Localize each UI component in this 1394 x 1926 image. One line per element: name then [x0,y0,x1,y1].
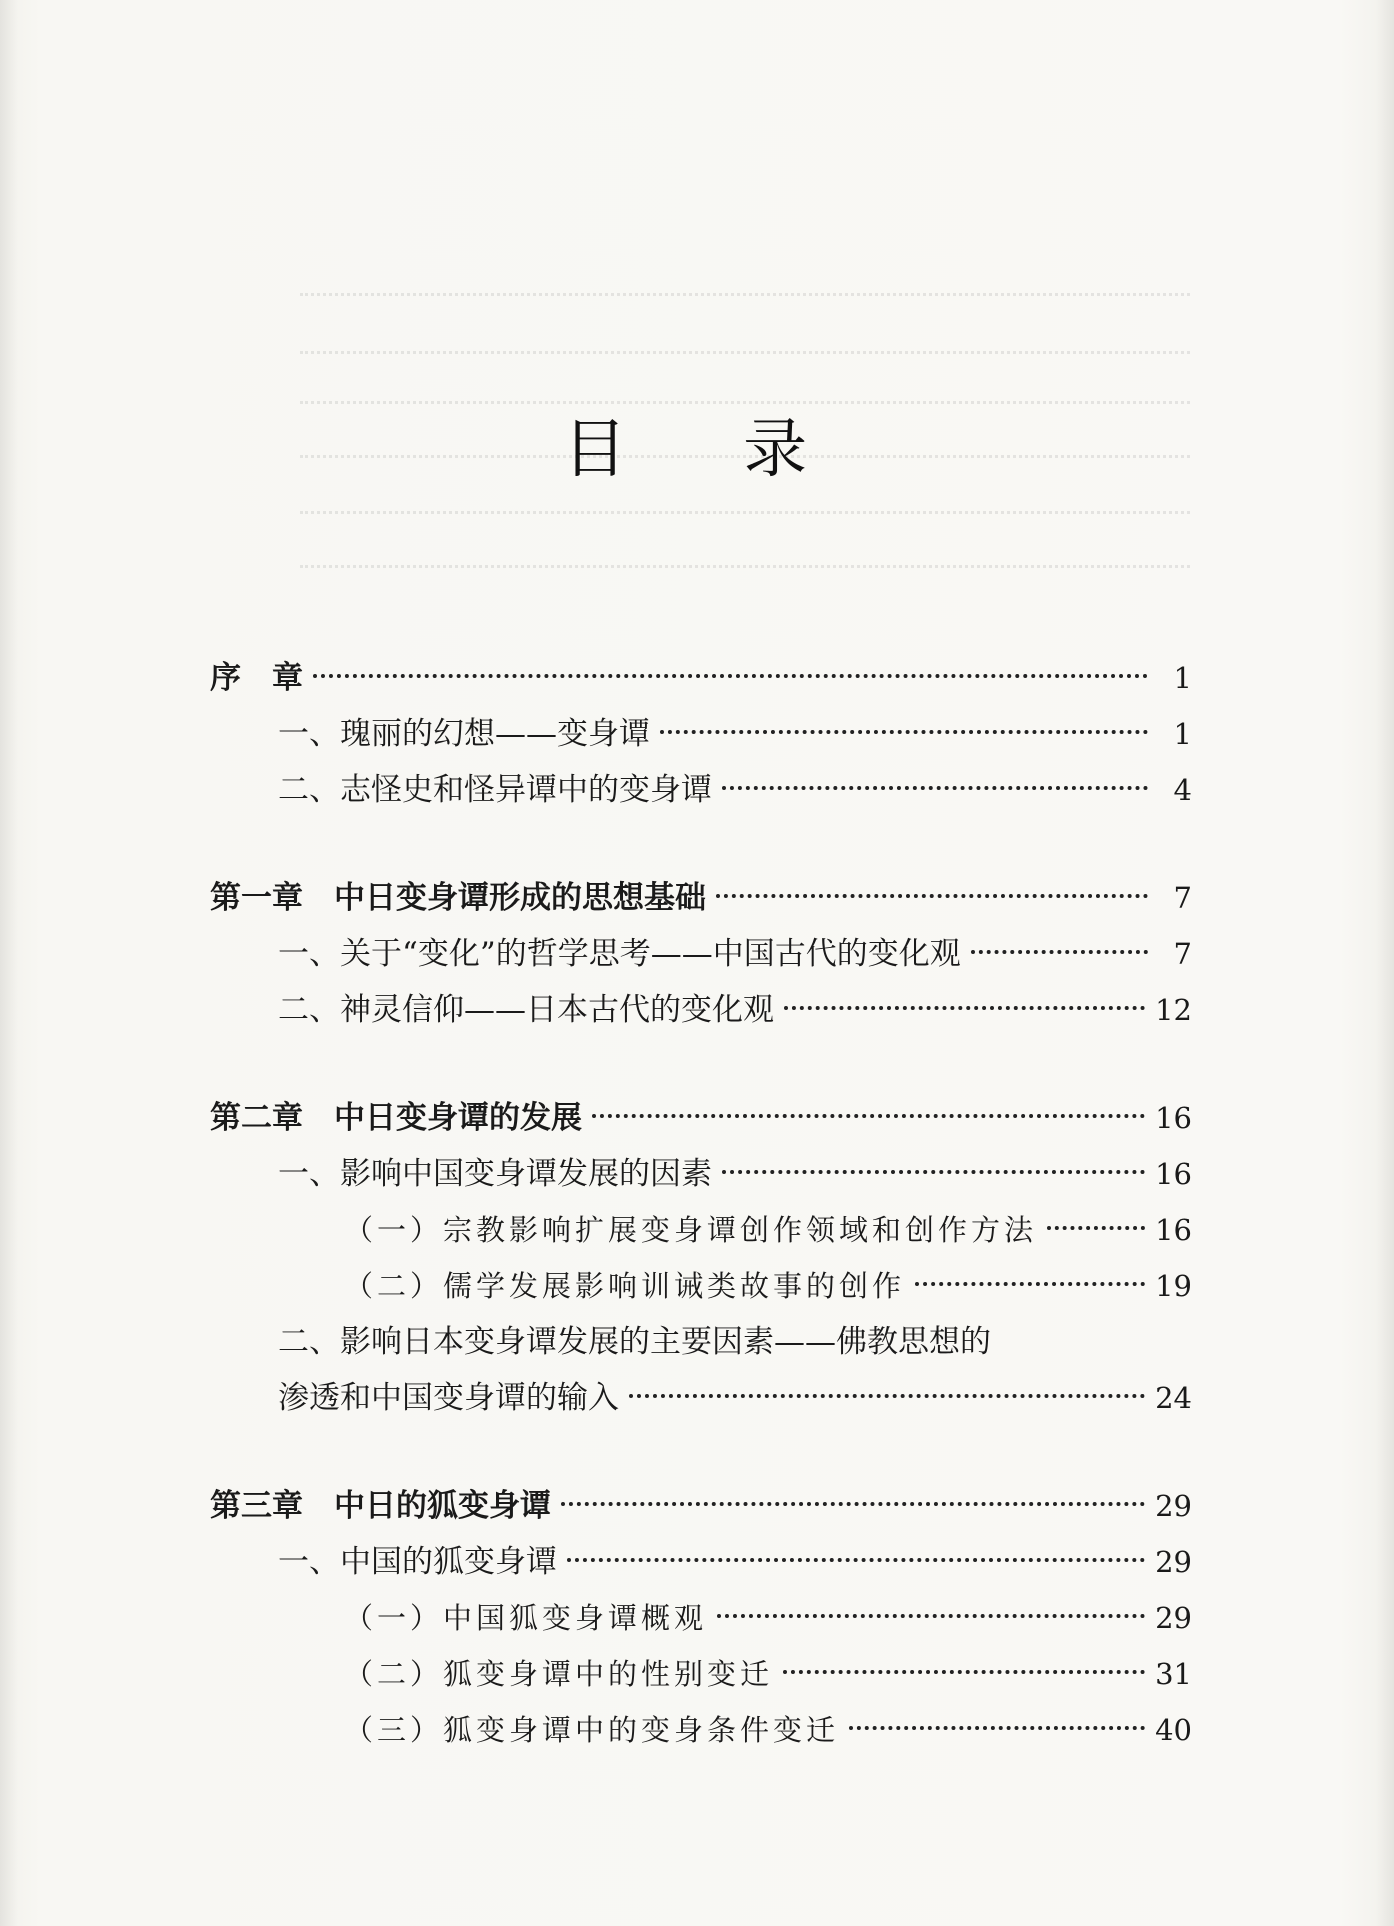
table-of-contents [210,650,1192,1758]
dot-leader [722,776,1148,790]
toc-entry-label: （一）中国狐变身谭概观 [344,1601,708,1635]
toc-entry-page-number: 29 [1155,1601,1192,1635]
toc-entry-label: 二、志怪史和怪异谭中的变身谭 [278,772,712,808]
toc-entry-label: 一、关于“变化”的哲学思考——中国古代的变化观 [278,936,961,972]
toc-entry-chapter-2[interactable] [210,1090,1192,1146]
page-edge-shadow-right [1376,0,1394,1926]
toc-entry-section-continued[interactable] [210,1370,1192,1426]
toc-entry-label: 第三章 中日的狐变身谭 [210,1488,551,1524]
dot-leader [783,1660,1145,1674]
toc-entry-chapter-1[interactable] [210,870,1192,926]
toc-entry-label: 二、影响日本变身谭发展的主要因素——佛教思想的 [278,1324,991,1360]
toc-entry-page-number: 7 [1173,881,1192,915]
toc-entry-subsection[interactable] [210,1590,1192,1646]
toc-entry-page-number: 16 [1155,1101,1192,1135]
toc-entry-page-number: 7 [1173,937,1192,971]
toc-entry-label: （一）宗教影响扩展变身谭创作领域和创作方法 [344,1213,1038,1247]
toc-entry-page-number: 19 [1155,1269,1192,1303]
dot-leader [629,1384,1145,1398]
toc-entry-section[interactable] [210,1314,1192,1370]
dot-leader [660,720,1148,734]
dot-leader [849,1716,1145,1730]
toc-entry-subsection[interactable] [210,1258,1192,1314]
toc-entry-page-number: 12 [1155,993,1192,1027]
toc-entry-page-number: 24 [1155,1381,1192,1415]
toc-entry-label: 第二章 中日变身谭的发展 [210,1100,582,1136]
toc-entry-label: （二）狐变身谭中的性别变迁 [344,1657,774,1691]
toc-entry-label: 一、中国的狐变身谭 [278,1544,557,1580]
toc-entry-section[interactable] [210,706,1192,762]
toc-entry-label: （三）狐变身谭中的变身条件变迁 [344,1713,840,1747]
toc-entry-section[interactable] [210,762,1192,818]
toc-entry-chapter-3[interactable] [210,1478,1192,1534]
toc-entry-page-number: 1 [1173,661,1192,695]
toc-entry-label: 第一章 中日变身谭形成的思想基础 [210,880,706,916]
toc-entry-page-number: 16 [1155,1213,1192,1247]
toc-entry-section[interactable] [210,1146,1192,1202]
dot-leader [1047,1216,1145,1230]
toc-entry-label: 一、瑰丽的幻想——变身谭 [278,716,650,752]
dot-leader [313,664,1148,678]
toc-entry-label: 二、神灵信仰——日本古代的变化观 [278,992,774,1028]
dot-leader [722,1160,1145,1174]
dot-leader [592,1104,1145,1118]
toc-entry-page-number: 31 [1155,1657,1192,1691]
page-edge-shadow-left [0,0,18,1926]
dot-leader [717,1604,1145,1618]
toc-entry-page-number: 1 [1173,717,1192,751]
toc-entry-page-number: 4 [1173,773,1192,807]
dot-leader [567,1548,1145,1562]
dot-leader [784,996,1145,1010]
toc-entry-label: 一、影响中国变身谭发展的因素 [278,1156,712,1192]
toc-entry-label: （二）儒学发展影响训诫类故事的创作 [344,1269,906,1303]
toc-entry-subsection[interactable] [210,1646,1192,1702]
toc-entry-subsection[interactable] [210,1202,1192,1258]
toc-entry-page-number: 16 [1155,1157,1192,1191]
toc-entry-label: 序 章 [210,660,303,696]
dot-leader [561,1492,1145,1506]
page-title: 目 录 [562,413,856,487]
toc-entry-section[interactable] [210,982,1192,1038]
toc-entry-page-number: 29 [1155,1545,1192,1579]
dot-leader [915,1272,1145,1286]
toc-entry-page-number: 40 [1155,1713,1192,1747]
toc-entry-section[interactable] [210,1534,1192,1590]
toc-entry-subsection[interactable] [210,1702,1192,1758]
dot-leader [716,884,1148,898]
toc-entry-label: 渗透和中国变身谭的输入 [278,1380,619,1416]
toc-entry-page-number: 29 [1155,1489,1192,1523]
toc-entry-section[interactable] [210,926,1192,982]
dot-leader [971,940,1148,954]
toc-entry-preface[interactable] [210,650,1192,706]
